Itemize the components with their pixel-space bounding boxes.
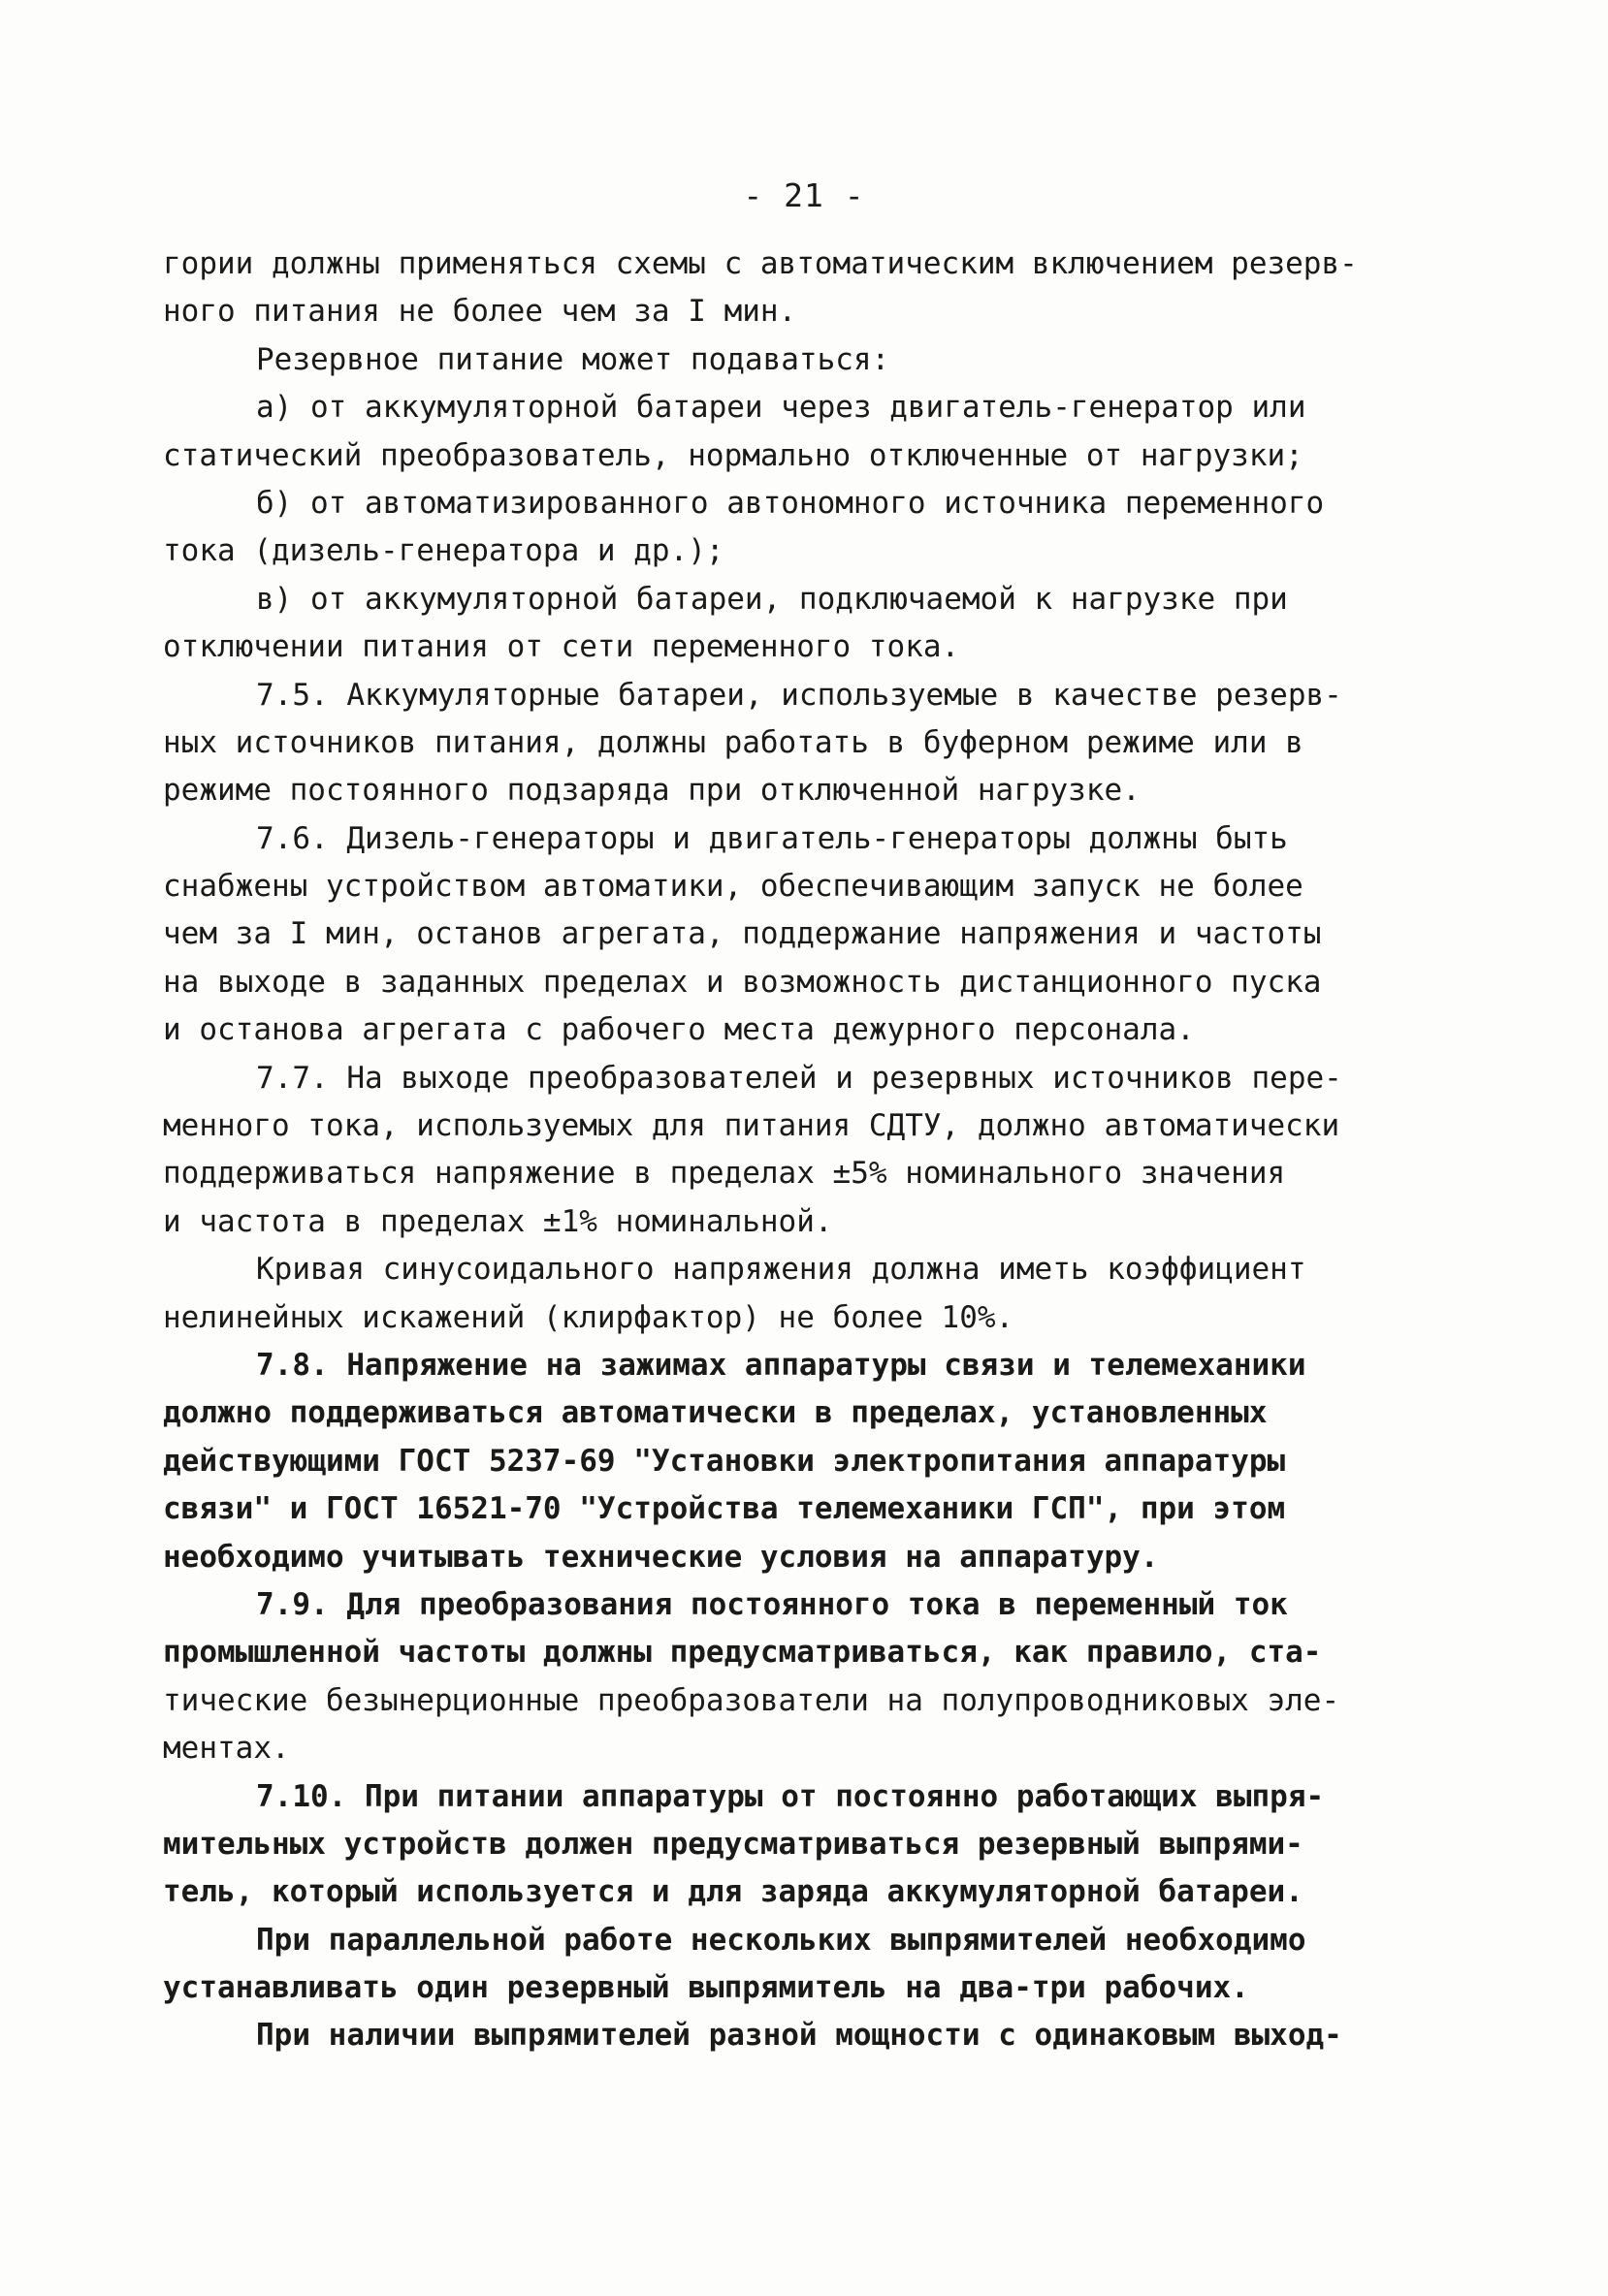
text-line: на выходе в заданных пределах и возможность дистанционного пуска bbox=[163, 964, 1322, 1000]
text-line: отключении питания от сети переменного тока. bbox=[163, 629, 960, 665]
text-line: мительных устройств должен предусматриваться резервный выпрями- bbox=[163, 1826, 1303, 1862]
text-line: ных источников питания, должны работать в буферном режиме или в bbox=[163, 724, 1303, 760]
text-line: 7.7. На выходе преобразователей и резервных источников пере- bbox=[256, 1060, 1342, 1096]
text-line: При параллельной работе нескольких выпрямителей необходимо bbox=[256, 1922, 1306, 1958]
text-line: снабжены устройством автоматики, обеспечивающим запуск не более bbox=[163, 869, 1303, 905]
text-line: промышленной частоты должны предусматриваться, как правило, ста- bbox=[163, 1635, 1322, 1671]
text-line: должно поддерживаться автоматически в пределах, установленных bbox=[163, 1395, 1268, 1431]
text-line: Кривая синусоидального напряжения должна иметь коэффициент bbox=[256, 1252, 1306, 1288]
text-line: При наличии выпрямителей разной мощности с одинаковым выход- bbox=[256, 2018, 1342, 2054]
text-line: 7.6. Дизель-генераторы и двигатель-генераторы должны быть bbox=[256, 820, 1288, 856]
text-line: тока (дизель-генератора и др.); bbox=[163, 533, 724, 569]
text-line: в) от аккумуляторной батареи, подключаемой к нагрузке при bbox=[256, 581, 1288, 617]
text-line: ментах. bbox=[163, 1731, 290, 1767]
text-line: необходимо учитывать технические условия на аппаратуру. bbox=[163, 1539, 1159, 1575]
text-line: нелинейных искажений (клирфактор) не более 10%. bbox=[163, 1299, 1014, 1335]
page-number: - 21 - bbox=[743, 176, 865, 214]
text-line: гории должны применяться схемы с автоматическим включением резерв- bbox=[163, 246, 1358, 281]
text-line: чем за I мин, останов агрегата, поддержание напряжения и частоты bbox=[163, 916, 1322, 952]
body-text bbox=[163, 240, 1453, 2060]
text-line: устанавливать один резервный выпрямитель на два-три рабочих. bbox=[163, 1970, 1249, 2006]
text-line: тические безынерционные преобразователи на полупроводниковых эле- bbox=[163, 1682, 1340, 1718]
text-line: тель, который используется и для заряда аккумуляторной батареи. bbox=[163, 1874, 1303, 1910]
text-line: и останова агрегата с рабочего места дежурного персонала. bbox=[163, 1012, 1195, 1048]
text-line: б) от автоматизированного автономного источника переменного bbox=[256, 485, 1325, 521]
text-line: ного питания не более чем за I мин. bbox=[163, 294, 797, 330]
text-line: менного тока, используемых для питания СДТУ, должно автоматически bbox=[163, 1108, 1340, 1144]
text-line: режиме постоянного подзаряда при отключенной нагрузке. bbox=[163, 773, 1141, 809]
text-line: 7.5. Аккумуляторные батареи, используемые в качестве резерв- bbox=[256, 677, 1342, 713]
text-line: связи" и ГОСТ 16521-70 "Устройства телемеханики ГСП", при этом bbox=[163, 1491, 1286, 1527]
text-line: статический преобразователь, нормально отключенные от нагрузки; bbox=[163, 437, 1303, 473]
text-line: 7.10. При питании аппаратуры от постоянно работающих выпря- bbox=[256, 1778, 1325, 1814]
text-line: поддерживаться напряжение в пределах ±5% номинального значения bbox=[163, 1156, 1286, 1192]
text-line: действующими ГОСТ 5237-69 "Установки электропитания аппаратуры bbox=[163, 1443, 1286, 1479]
text-line: 7.9. Для преобразования постоянного тока в переменный ток bbox=[256, 1586, 1288, 1622]
text-line: 7.8. Напряжение на зажимах аппаратуры связи и телемеханики bbox=[256, 1347, 1306, 1383]
text-line: а) от аккумуляторной батареи через двигатель-генератор или bbox=[256, 390, 1306, 426]
text-line: и частота в пределах ±1% номинальной. bbox=[163, 1203, 833, 1239]
text-line: Резервное питание может подаваться: bbox=[256, 341, 890, 377]
